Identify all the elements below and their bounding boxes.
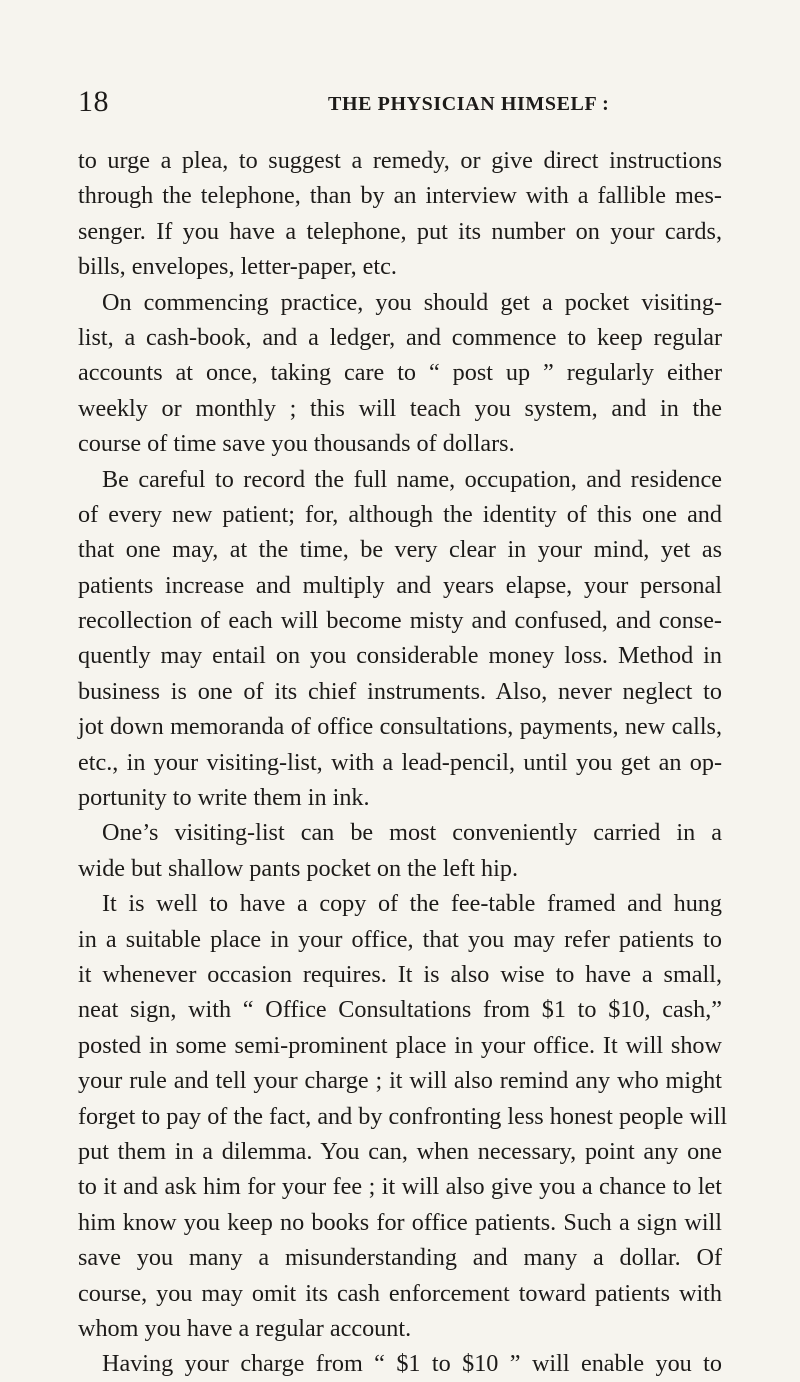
- text-line: recollection of each will become misty and confused, and conse-: [78, 607, 722, 635]
- text-line: course of time save you thousands of dollars.: [78, 430, 515, 458]
- text-line: that one may, at the time, be very clear in your mind, yet as: [78, 536, 722, 564]
- text-line: patients increase and multiply and years elapse, your personal: [78, 571, 722, 599]
- text-line: Be careful to record the full name, occupation, and residence: [102, 465, 722, 493]
- text-line: neat sign, with “ Office Consultations from $1 to $10, cash,”: [78, 996, 722, 1024]
- text-line: portunity to write them in ink.: [78, 784, 370, 812]
- text-line: through the telephone, than by an interview with a fallible mes-: [78, 182, 722, 210]
- text-line: your rule and tell your charge ; it will also remind any who might: [78, 1067, 722, 1095]
- text-line: wide but shallow pants pocket on the left hip.: [78, 854, 518, 882]
- running-title: THE PHYSICIAN HIMSELF :: [328, 93, 610, 115]
- body-text: [78, 143, 728, 1382]
- text-line: to it and ask him for your fee ; it will also give you a chance to let: [78, 1173, 722, 1201]
- text-line: it whenever occasion requires. It is also wise to have a small,: [78, 960, 722, 988]
- text-line: list, a cash-book, and a ledger, and commence to keep regular: [78, 323, 722, 351]
- text-line: put them in a dilemma. You can, when necessary, point any one: [78, 1137, 722, 1165]
- text-line: him know you keep no books for office patients. Such a sign will: [78, 1208, 722, 1236]
- text-line: It is well to have a copy of the fee-table framed and hung: [102, 890, 722, 918]
- text-line: quently may entail on you considerable money loss. Method in: [78, 642, 722, 670]
- text-line: Having your charge from “ $1 to $10 ” will enable you to: [102, 1350, 722, 1378]
- text-line: forget to pay of the fact, and by confronting less honest people will: [78, 1102, 728, 1130]
- running-head: [78, 82, 722, 122]
- text-line: business is one of its chief instruments. Also, never neglect to: [78, 677, 722, 705]
- text-line: On commencing practice, you should get a pocket visiting-: [102, 288, 722, 316]
- text-line: in a suitable place in your office, that you may refer patients to: [78, 925, 722, 953]
- text-line: bills, envelopes, letter-paper, etc.: [78, 253, 397, 281]
- text-line: accounts at once, taking care to “ post up ” regularly either: [78, 359, 722, 387]
- page-number: 18: [78, 85, 109, 118]
- text-line: to urge a plea, to suggest a remedy, or give direct instructions: [78, 147, 722, 174]
- text-line: whom you have a regular account.: [78, 1314, 412, 1342]
- text-line: course, you may omit its cash enforcement toward patients with: [78, 1279, 722, 1307]
- text-line: senger. If you have a telephone, put its number on your cards,: [78, 217, 722, 245]
- text-line: jot down memoranda of office consultations, payments, new calls,: [78, 713, 722, 741]
- text-line: of every new patient; for, although the identity of this one and: [78, 500, 722, 528]
- text-line: weekly or monthly ; this will teach you system, and in the: [78, 394, 722, 422]
- text-line: posted in some semi-prominent place in your office. It will show: [78, 1031, 722, 1059]
- text-line: etc., in your visiting-list, with a lead-pencil, until you get an op-: [78, 748, 722, 776]
- text-line: save you many a misunderstanding and many a dollar. Of: [78, 1244, 722, 1272]
- text-line: One’s visiting-list can be most conveniently carried in a: [102, 819, 722, 847]
